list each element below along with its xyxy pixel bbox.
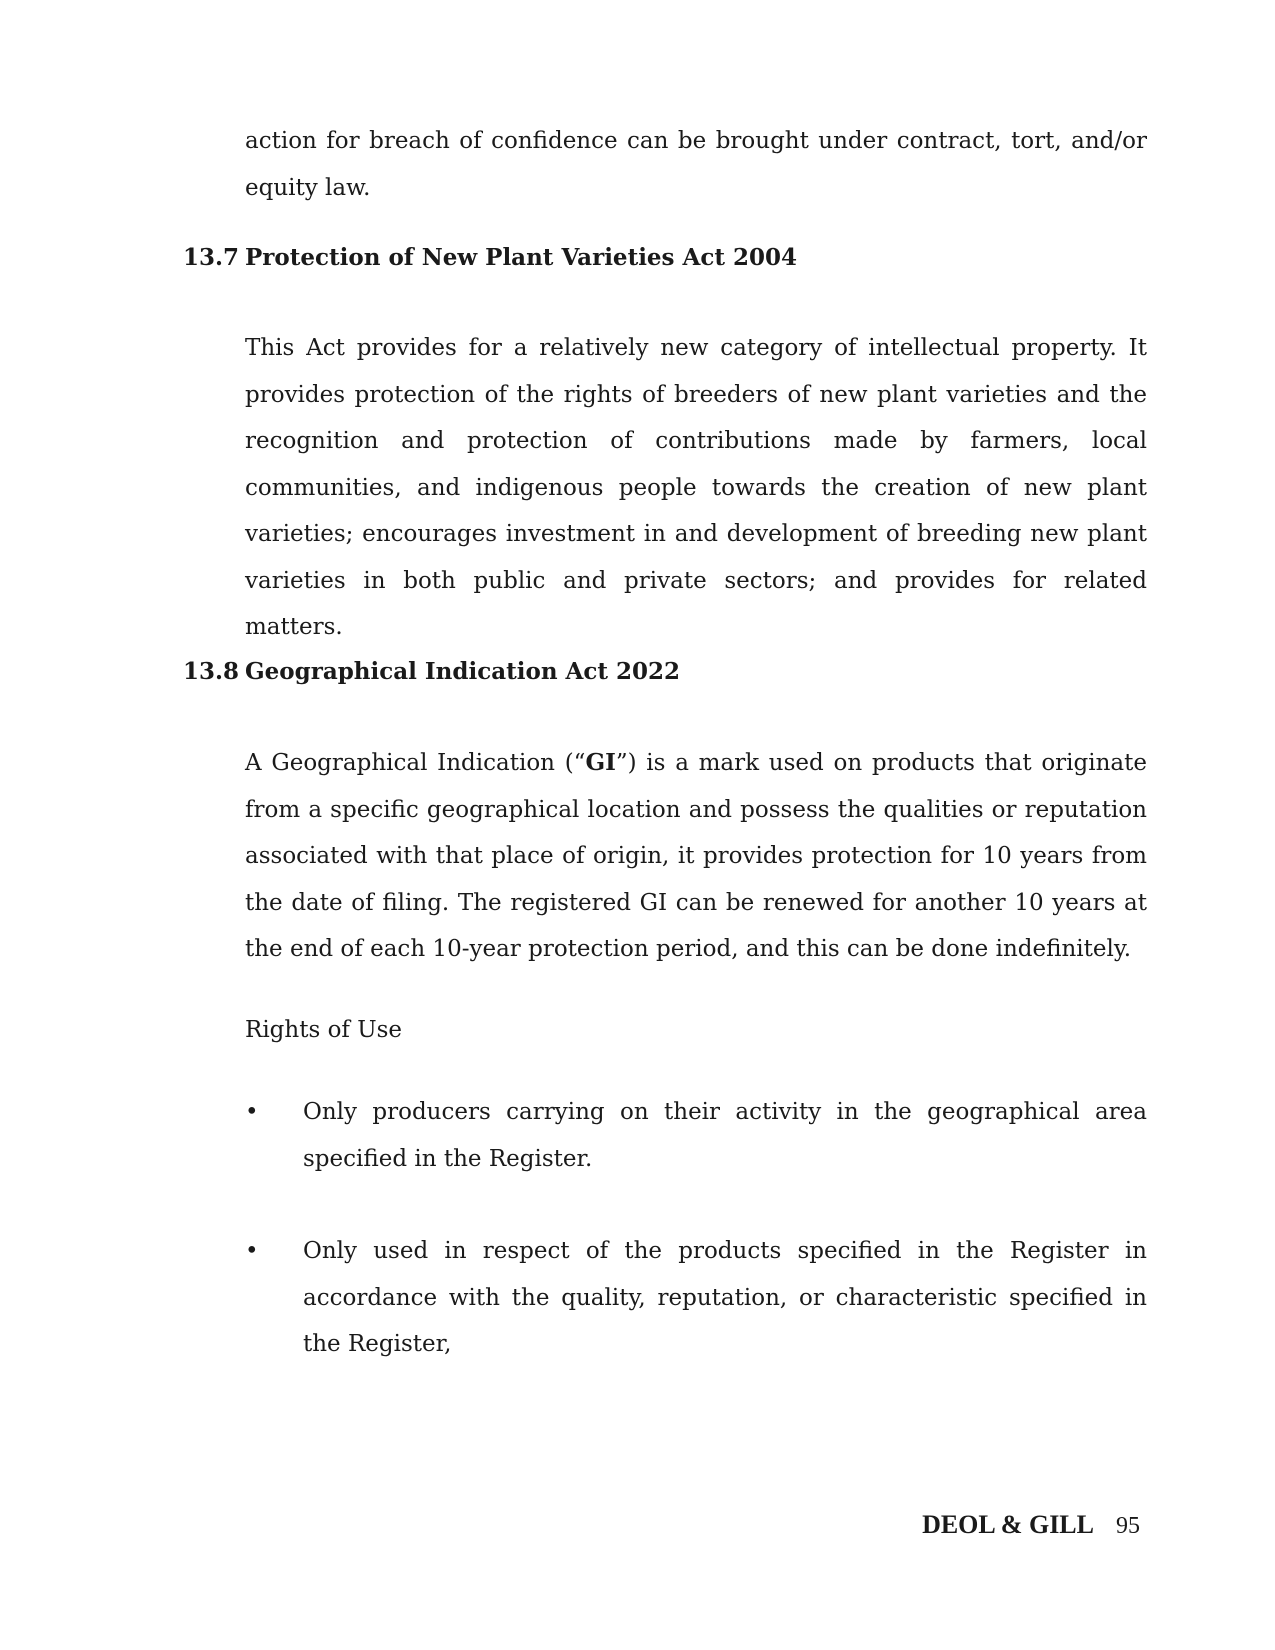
section-number: 13.8 [183, 658, 240, 685]
section-number: 13.7 [183, 244, 240, 271]
bullet-icon: • [245, 1099, 259, 1125]
continuation-paragraph: action for breach of confidence can be brought under contract, tort, and/or equity law. [245, 128, 1147, 201]
gi-text-rest: ”) is a mark used on products that originate from a specific geographical location and possess the qualities or reputation associated with that place of origin, it provides protection for 10 years from the date of filing. The registered GI can be renewed for another 10 years at the end of each 10-year protection period, and this can be done indefinitely. [245, 750, 1147, 962]
gi-text-start: A Geographical Indication (“ [245, 750, 586, 776]
page-number: 95 [1116, 1513, 1140, 1539]
gi-abbreviation: GI [585, 749, 616, 776]
rights-of-use-label: Rights of Use [245, 1017, 403, 1043]
page-footer [900, 1510, 1140, 1541]
section-heading-13-8 [183, 657, 680, 687]
bullet-icon: • [245, 1238, 259, 1264]
list-item-text: Only producers carrying on their activity in the geographical area specified in the Register. [303, 1099, 1147, 1172]
list-item-text: Only used in respect of the products specified in the Register in accordance with the quality, reputation, or characteristic specified in the Register, [303, 1238, 1147, 1357]
firm-name: DEOL & GILL [922, 1510, 1094, 1539]
plant-varieties-paragraph: This Act provides for a relatively new category of intellectual property. It provides protection of the rights of breeders of new plant varieties and the recognition and protection of contributions made by farmers, local communities, and indigenous people towards the creation of new plant varieties; encourages investment in and development of breeding new plant varieties in both public and private sectors; and provides for related matters. [245, 335, 1147, 640]
geographical-indication-paragraph [245, 740, 1147, 973]
section-title: Geographical Indication Act 2022 [245, 658, 681, 685]
section-title: Protection of New Plant Varieties Act 2004 [245, 244, 798, 271]
section-heading-13-7 [183, 243, 797, 273]
